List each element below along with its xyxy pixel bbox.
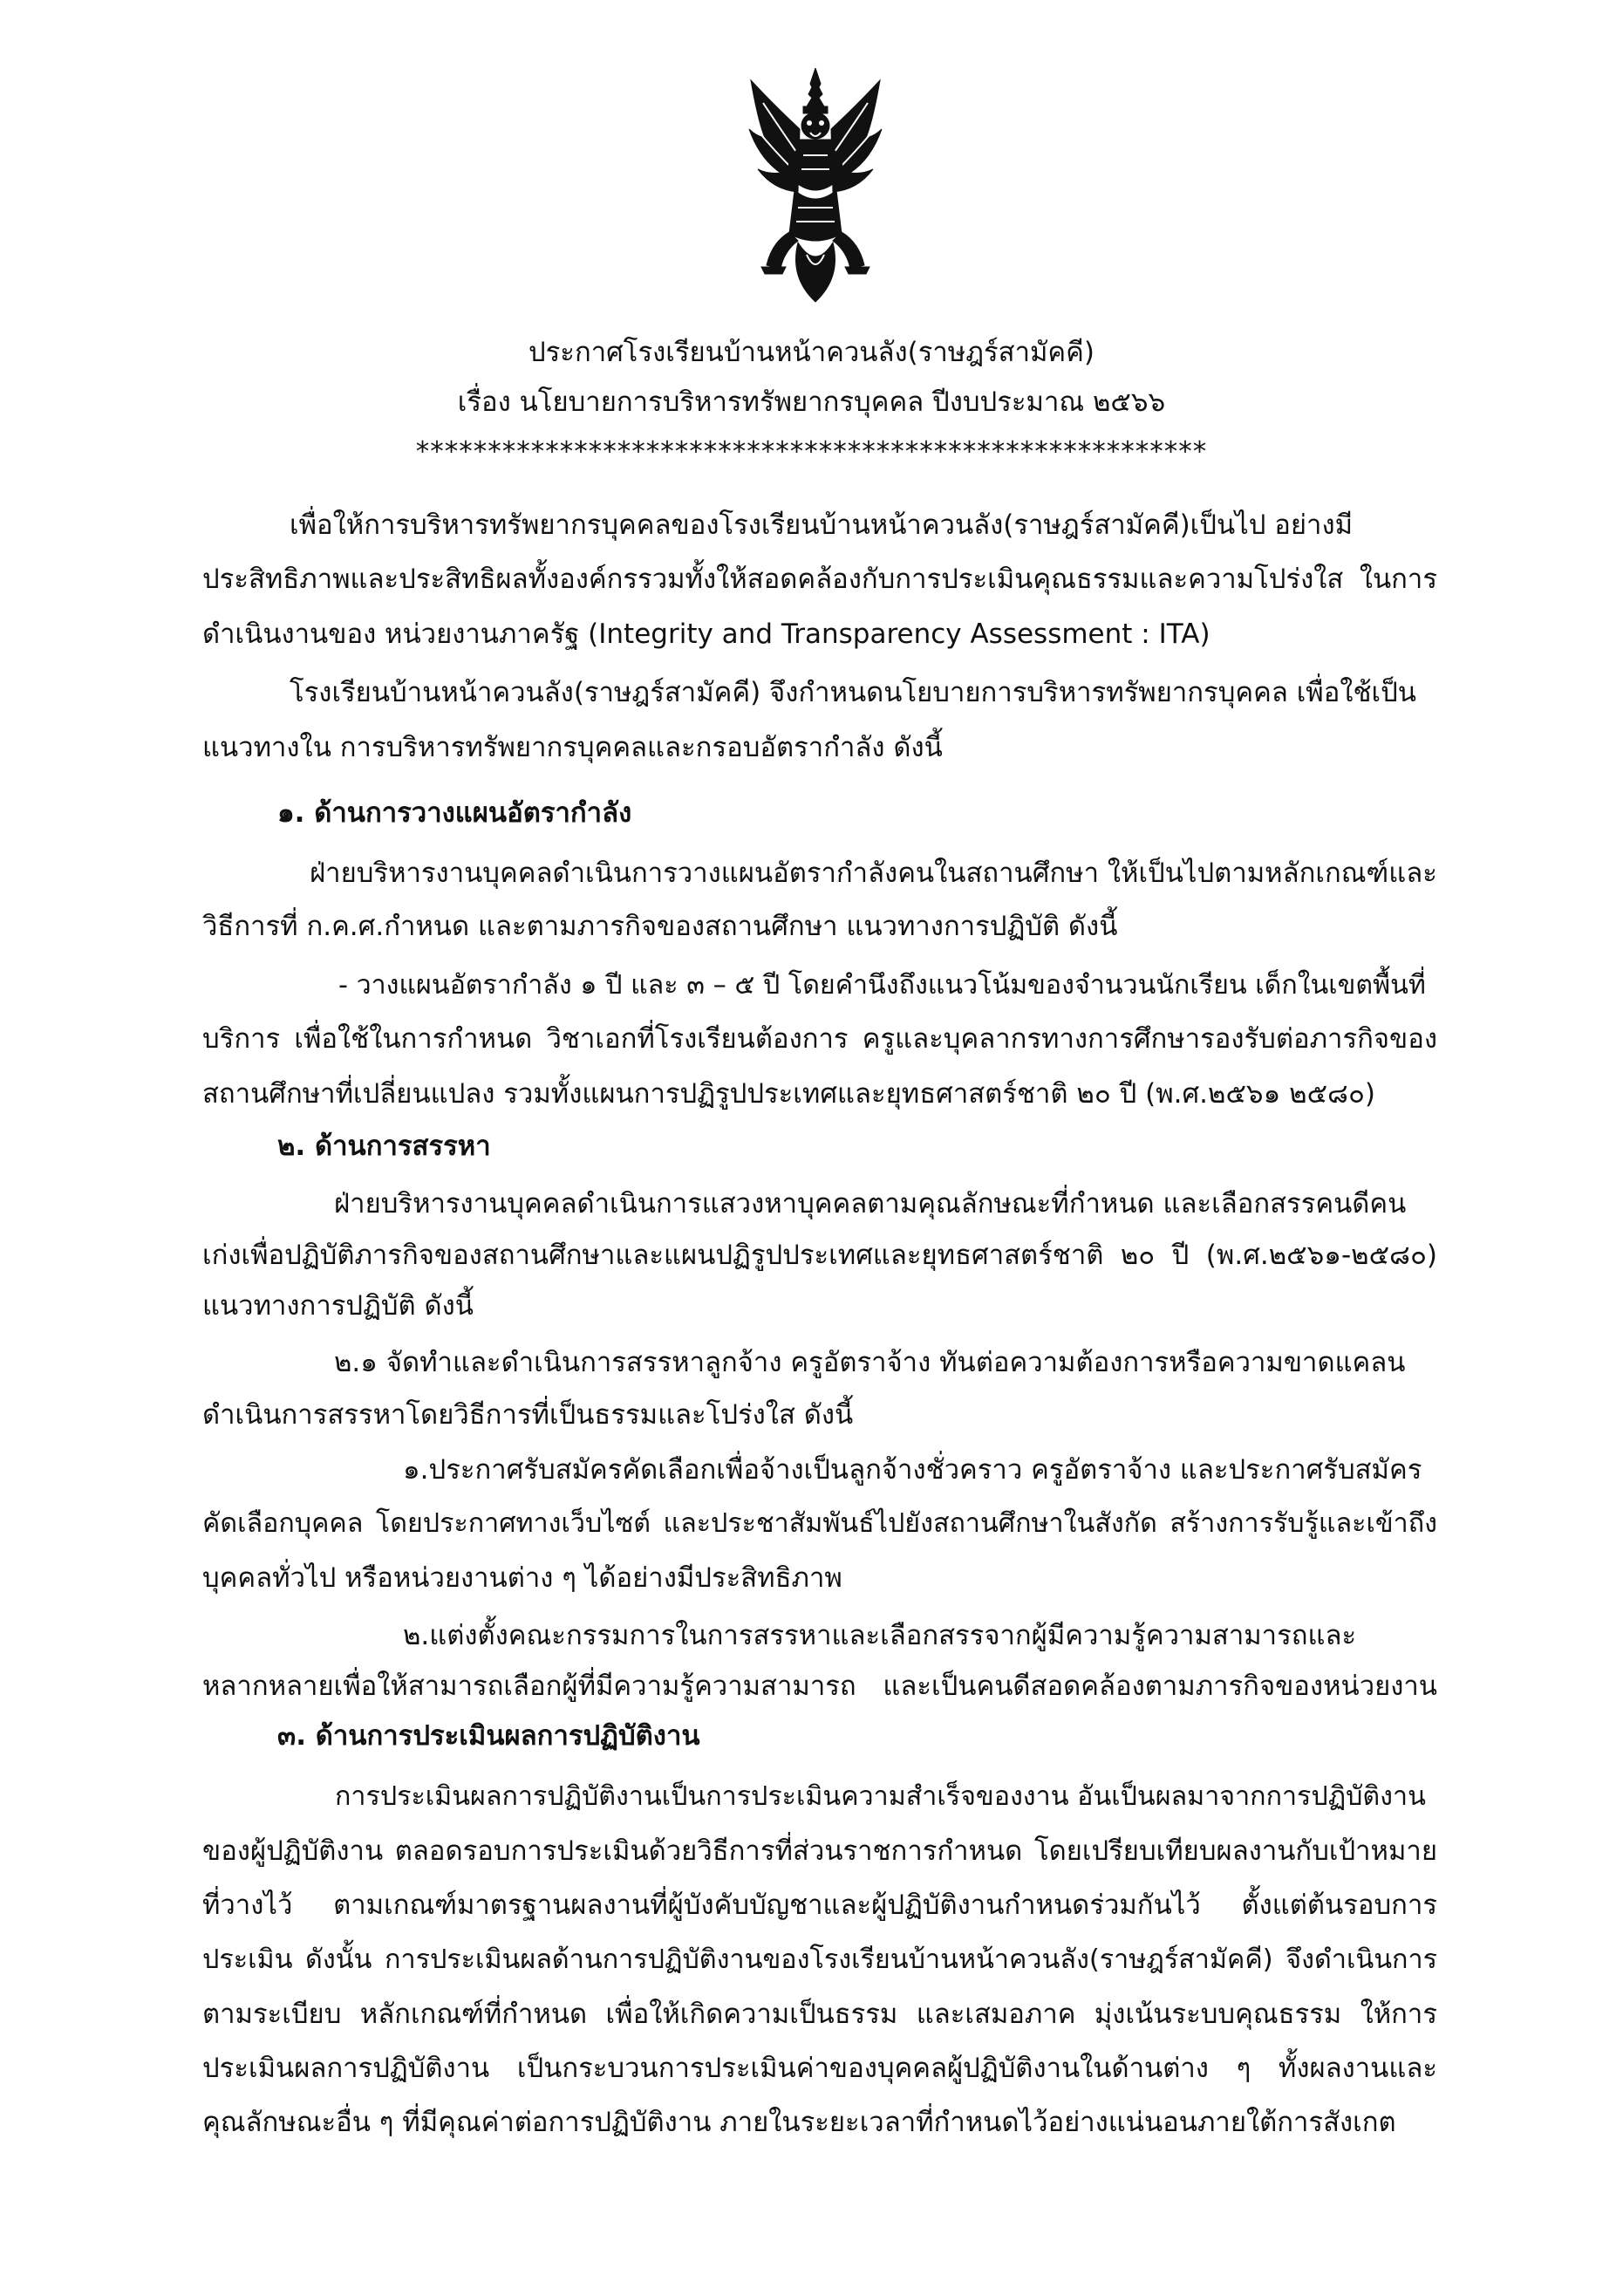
intro-p1-line-1: เพื่อให้การบริหารทรัพยากรบุคคลของโรงเรียนบ้านหน้าควนลัง(ราษฎร์สามัคคี)เป็นไป อย่างมี [290, 509, 1354, 541]
garuda-emblem [746, 68, 885, 304]
section-1-heading: ๑. ด้านการวางแผนอัตรากำลัง [277, 797, 632, 829]
intro-p1-line-3: ดำเนินงานของ หน่วยงานภาครัฐ (Integrity and Transparency Assessment : ITA) [202, 618, 1210, 650]
announcement-title: ประกาศโรงเรียนบ้านหน้าควนลัง(ราษฎร์สามัคคี) [528, 337, 1095, 368]
s2-p3-line-1: ๑.ประกาศรับสมัครคัดเลือกเพื่อจ้างเป็นลูกจ้างชั่วคราว ครูอัตราจ้าง และประกาศรับสมัคร [403, 1454, 1422, 1486]
s3-p1-line-2: ของผู้ปฏิบัติงาน ตลอดรอบการประเมินด้วยวิธีการที่ส่วนราชการกำหนด โดยเปรียบเทียบผลงานกับเป้าหมาย [202, 1835, 1437, 1867]
s1-p1-line-2: วิธีการที่ ก.ค.ศ.กำหนด และตามภารกิจของสถานศึกษา แนวทางการปฏิบัติ ดังนี้ [202, 911, 1118, 942]
s3-p1-line-3: ที่วางไว้ ตามเกณฑ์มาตรฐานผลงานที่ผู้บังคับบัญชาและผู้ปฏิบัติงานกำหนดร่วมกันไว้ ตั้งแต่ต้นรอบการ [202, 1889, 1437, 1921]
s1-p1-line-1: ฝ่ายบริหารงานบุคคลดำเนินการวางแผนอัตรากำลังคนในสถานศึกษา ให้เป็นไปตามหลักเกณฑ์และ [310, 858, 1437, 889]
s2-p1-line-3: แนวทางการปฏิบัติ ดังนี้ [202, 1290, 474, 1322]
s2-p1-line-1: ฝ่ายบริหารงานบุคคลดำเนินการแสวงหาบุคคลตามคุณลักษณะที่กำหนด และเลือกสรรคนดีคน [334, 1188, 1407, 1220]
s2-p3-line-2: คัดเลือกบุคคล โดยประกาศทางเว็บไซต์ และประชาสัมพันธ์ไปยังสถานศึกษาในสังกัด สร้างการรับรู้และเข้าถึง [202, 1508, 1437, 1539]
section-3-heading: ๓. ด้านการประเมินผลการปฏิบัติงาน [277, 1720, 700, 1752]
s3-p1-line-6: ประเมินผลการปฏิบัติงาน เป็นกระบวนการประเมินค่าของบุคคลผู้ปฏิบัติงานในด้านต่าง ๆ ทั้งผลงานและ [202, 2053, 1437, 2084]
s2-p2-line-1: ๒.๑ จัดทำและดำเนินการสรรหาลูกจ้าง ครูอัตราจ้าง ทันต่อความต้องการหรือความขาดแคลน [334, 1347, 1406, 1378]
s1-p2-line-3: สถานศึกษาที่เปลี่ยนแปลง รวมทั้งแผนการปฏิรูปประเทศและยุทธศาสตร์ชาติ ๒๐ ปี (พ.ศ.๒๕๖๑ ๒๕๘๐) [202, 1078, 1375, 1110]
section-2-heading: ๒. ด้านการสรรหา [277, 1131, 491, 1162]
s3-p1-line-4: ประเมิน ดังนั้น การประเมินผลด้านการปฏิบัติงานของโรงเรียนบ้านหน้าควนลัง(ราษฎร์สามัคคี) จึงดำเนินการ [202, 1944, 1437, 1975]
s3-p1-line-7: คุณลักษณะอื่น ๆ ที่มีคุณค่าต่อการปฏิบัติงาน ภายในระยะเวลาที่กำหนดไว้อย่างแน่นอนภายใต้การสังเกต [202, 2107, 1396, 2138]
s2-p2-line-2: ดำเนินการสรรหาโดยวิธีการที่เป็นธรรมและโปร่งใส ดังนี้ [202, 1399, 854, 1431]
s2-p1-line-2: เก่งเพื่อปฏิบัติภารกิจของสถานศึกษาและแผนปฏิรูปประเทศและยุทธศาสตร์ชาติ ๒๐ ปี (พ.ศ.๒๕๖๑-๒๕๘๐) [202, 1240, 1437, 1271]
s1-p2-line-1: - วางแผนอัตรากำลัง ๑ ปี และ ๓ – ๕ ปี โดยคำนึงถึงแนวโน้มของจำนวนนักเรียน เด็กในเขตพื้นที่ [338, 970, 1426, 1001]
s2-p3-line-3: บุคคลทั่วไป หรือหน่วยงานต่าง ๆ ได้อย่างมีประสิทธิภาพ [202, 1562, 842, 1594]
separator-line: ******************************************************* [415, 436, 1208, 468]
intro-p2-line-2: แนวทางใน การบริหารทรัพยากรบุคคลและกรอบอัตรากำลัง ดังนี้ [202, 732, 943, 763]
s3-p1-line-5: ตามระเบียบ หลักเกณฑ์ที่กำหนด เพื่อให้เกิดความเป็นธรรม และเสมอภาค มุ่งเน้นระบบคุณธรรม ให้การ [202, 1999, 1437, 2030]
s1-p2-line-2: บริการ เพื่อใช้ในการกำหนด วิชาเอกที่โรงเรียนต้องการ ครูและบุคลากรทางการศึกษารองรับต่อภารกิจของ [202, 1023, 1437, 1055]
s2-p4-line-2: หลากหลายเพื่อให้สามารถเลือกผู้ที่มีความรู้ความสามารถ และเป็นคนดีสอดคล้องตามภารกิจของหน่วยงาน [202, 1671, 1437, 1702]
s3-p1-line-1: การประเมินผลการปฏิบัติงานเป็นการประเมินความสำเร็จของงาน อันเป็นผลมาจากการปฏิบัติงาน [335, 1781, 1426, 1812]
intro-p1-line-2: ประสิทธิภาพและประสิทธิผลทั้งองค์กรรวมทั้งให้สอดคล้องกับการประเมินคุณธรรมและความโปร่งใส ในการ [202, 564, 1437, 595]
announcement-subject: เรื่อง นโยบายการบริหารทรัพยากรบุคคล ปีงบประมาณ ๒๕๖๖ [457, 386, 1166, 418]
intro-p2-line-1: โรงเรียนบ้านหน้าควนลัง(ราษฎร์สามัคคี) จึงกำหนดนโยบายการบริหารทรัพยากรบุคคล เพื่อใช้เป็น [290, 677, 1416, 708]
s2-p4-line-1: ๒.แต่งตั้งคณะกรรมการในการสรรหาและเลือกสรรจากผู้มีความรู้ความสามารถและ [403, 1620, 1357, 1651]
